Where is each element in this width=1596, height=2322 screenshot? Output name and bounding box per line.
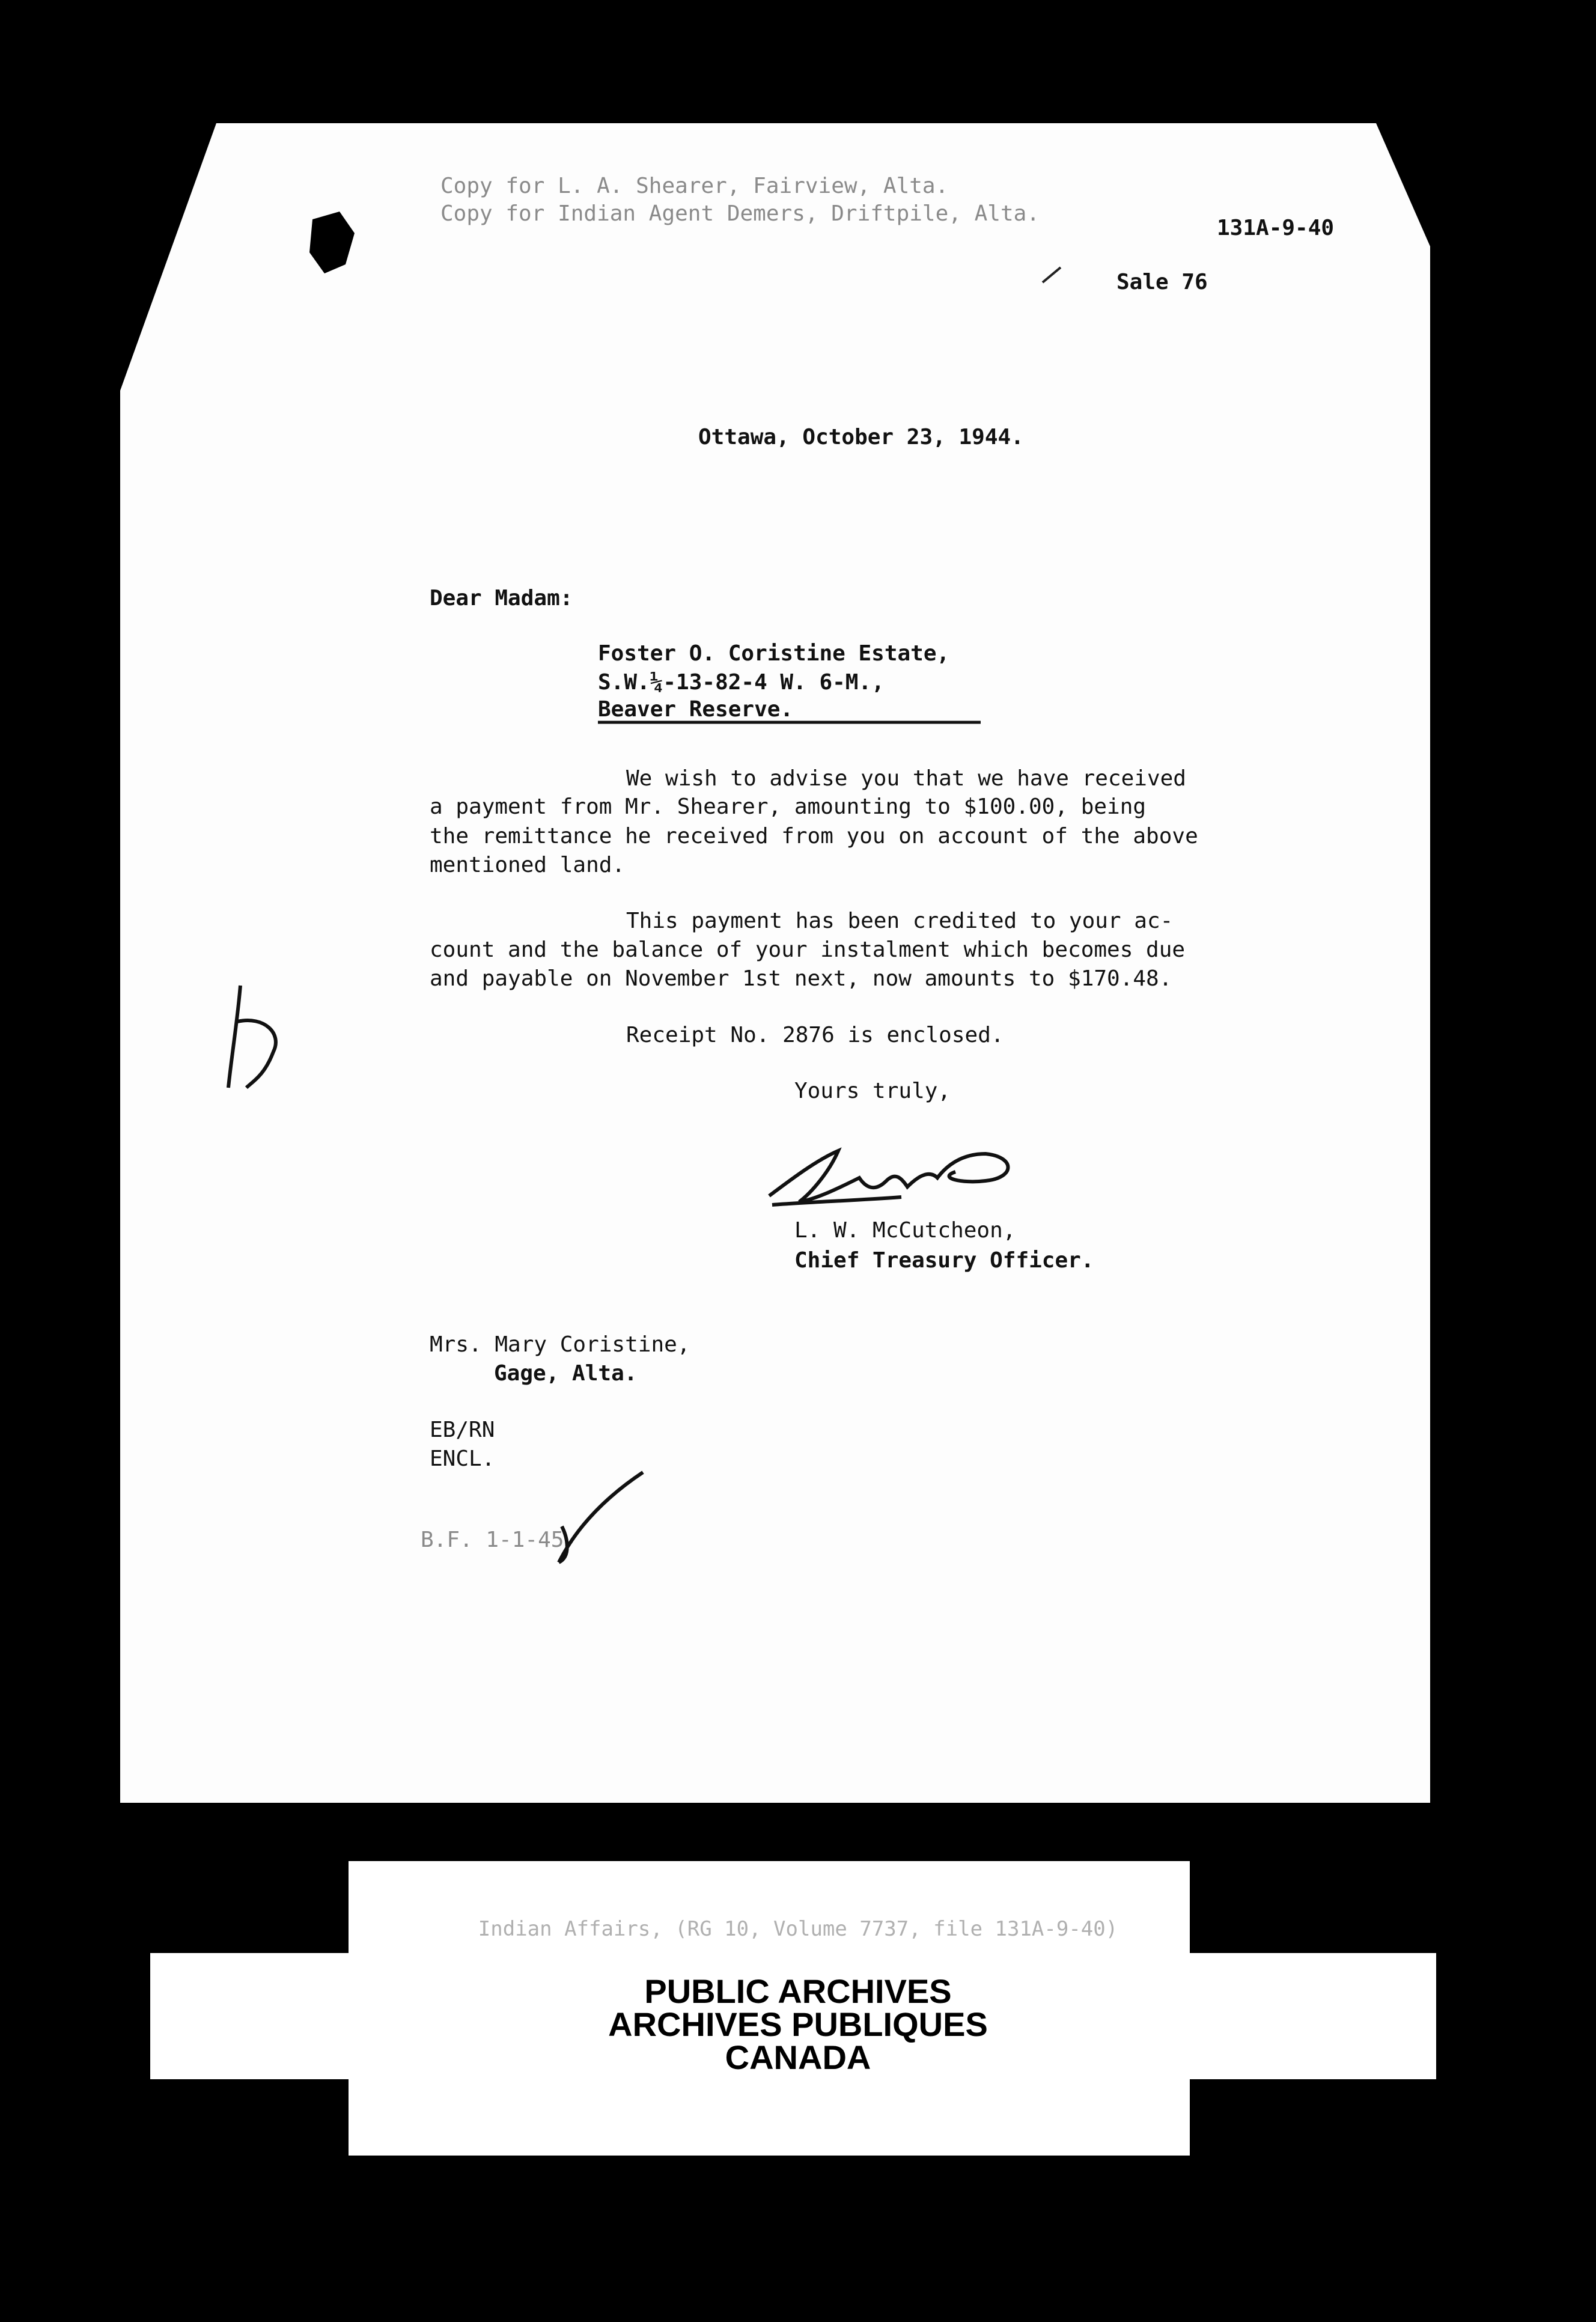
addressee-line: Gage, Alta.	[494, 1361, 638, 1386]
letter-date: Ottawa, October 23, 1944.	[698, 425, 1024, 449]
addressee-line: Mrs. Mary Coristine,	[430, 1332, 690, 1357]
paragraph-line: We wish to advise you that we have received	[626, 766, 1186, 791]
closing: Yours truly,	[794, 1079, 951, 1103]
bf-note: B.F. 1-1-45	[421, 1528, 564, 1552]
archive-source: Indian Affairs, (RG 10, Volume 7737, file 131A-9-40)	[478, 1917, 1118, 1941]
paragraph-line: a payment from Mr. Shearer, amounting to $100.00, being	[430, 794, 1147, 819]
sale-number: Sale 76	[1116, 270, 1208, 294]
paragraph-line: count and the balance of your instalment which becomes due	[430, 937, 1186, 962]
paragraph-line: and payable on November 1st next, now amounts to $170.48.	[430, 966, 1172, 991]
signer-name: L. W. McCutcheon,	[794, 1218, 1016, 1243]
archive-line-2: ARCHIVES PUBLIQUES	[608, 2005, 988, 2043]
paragraph-line: This payment has been credited to your ac-	[626, 909, 1174, 933]
salutation: Dear Madam:	[430, 586, 573, 611]
signer-title: Chief Treasury Officer.	[794, 1248, 1094, 1273]
subject-line: Foster O. Coristine Estate,	[598, 641, 950, 666]
copy-line-1: Copy for L. A. Shearer, Fairview, Alta.	[440, 174, 949, 198]
copy-line-2: Copy for Indian Agent Demers, Driftpile, Alta.	[440, 201, 1040, 226]
archive-line-3: CANADA	[725, 2038, 871, 2076]
receipt-line: Receipt No. 2876 is enclosed.	[626, 1023, 1004, 1047]
paragraph-line: the remittance he received from you on account of the above	[430, 824, 1198, 849]
subject-line: S.W.¼-13-82-4 W. 6-M.,	[598, 670, 885, 695]
archive-line-1: PUBLIC ARCHIVES	[644, 1972, 952, 2010]
file-number: 131A-9-40	[1217, 216, 1335, 240]
enclosure-note: ENCL.	[430, 1446, 495, 1471]
paragraph-line: mentioned land.	[430, 853, 626, 877]
initials: EB/RN	[430, 1418, 495, 1442]
subject-line: Beaver Reserve.	[598, 697, 794, 722]
